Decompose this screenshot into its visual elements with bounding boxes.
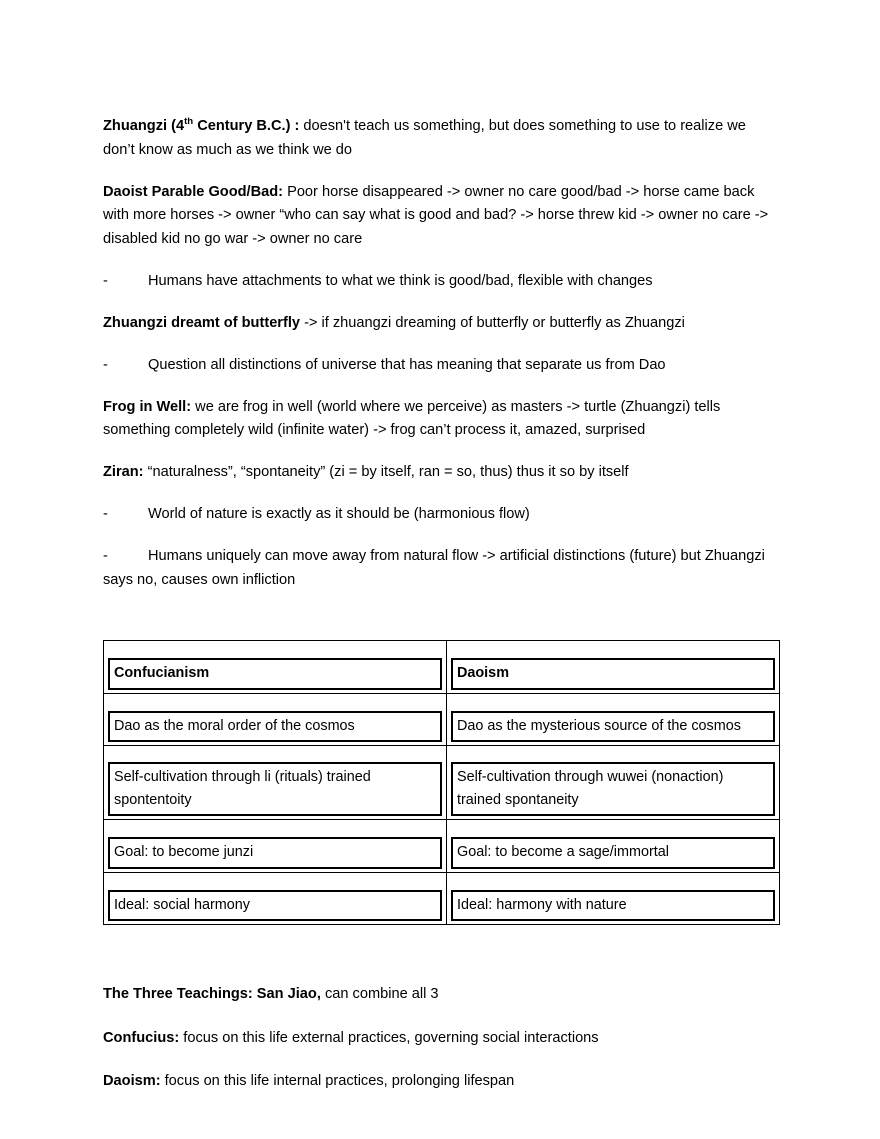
ordinal-suffix: th [184, 116, 194, 128]
paragraph-frog-in-well [103, 396, 777, 443]
table-cell-daoism-dao [447, 693, 780, 746]
table-row-headers [104, 641, 780, 694]
table-cell-confucianism-dao [104, 693, 447, 746]
cell-box-text: Ideal: social harmony [108, 890, 442, 922]
closing-section [103, 983, 777, 1094]
paragraph-daoism-closing [103, 1070, 777, 1094]
paragraph-body-frog-in-well: we are frog in well (world where we perceive) as masters -> turtle (Zhuangzi) tells something completely wild (infinite water) -> frog can’t process it, amazed, surprised [103, 398, 721, 438]
bullet-marker: - [103, 548, 108, 564]
table-cell-daoism-goal [447, 820, 780, 873]
paragraph-lead-butterfly: Zhuangzi dreamt of butterfly [103, 314, 301, 331]
bullet-item-natural-flow [103, 545, 777, 592]
table-cell-confucianism-self-cultivation [104, 746, 447, 820]
paragraph-daoist-parable [103, 181, 777, 252]
bullet-marker: - [103, 272, 108, 289]
paragraph-zhuangzi-intro [103, 115, 777, 162]
paragraph-confucius [103, 1027, 777, 1051]
paragraph-body-butterfly: -> if zhuangzi dreaming of butterfly or butterfly as Zhuangzi [300, 314, 685, 331]
paragraph-lead-confucius: Confucius: [103, 1029, 180, 1046]
paragraph-body-ziran: “naturalness”, “spontaneity” (zi = by itself, ran = so, thus) thus it so by itself [143, 464, 629, 480]
table-cell-daoism-ideal [447, 872, 780, 925]
cell-box-daoism-header: Daoism [451, 658, 775, 690]
paragraph-ziran [103, 461, 777, 485]
paragraph-three-teachings [103, 983, 777, 1007]
bullet-marker: - [103, 356, 108, 373]
bullet-text: Question all distinctions of universe that has meaning that separate us from Dao [148, 356, 666, 373]
table-cell-header-daoism [447, 641, 780, 694]
table-row [104, 872, 780, 925]
paragraph-butterfly [103, 312, 777, 336]
cell-box-text: Ideal: harmony with nature [451, 890, 775, 922]
bullet-item-attachments [103, 270, 777, 294]
paragraph-lead-frog-in-well: Frog in Well: [103, 398, 192, 415]
cell-box-text: Self-cultivation through wuwei (nonaction) trained spontaneity [451, 762, 775, 816]
bullet-item-world-of-nature [103, 503, 777, 527]
paragraph-lead-zhuangzi-intro [103, 118, 299, 134]
bullet-text: Humans uniquely can move away from natural flow -> artificial distinctions (future) but Zhuangzi says no, causes own infliction [103, 548, 765, 588]
paragraph-lead-daoist-parable: Daoist Parable Good/Bad: [103, 183, 284, 200]
table-row [104, 746, 780, 820]
paragraph-lead-ziran: Ziran: [103, 464, 144, 480]
paragraph-lead-three-teachings: The Three Teachings: San Jiao, [103, 986, 321, 1002]
bullet-marker: - [103, 506, 108, 522]
paragraph-body-three-teachings: can combine all 3 [320, 986, 439, 1002]
paragraph-lead-daoism-closing: Daoism: [103, 1073, 161, 1089]
cell-box-text: Dao as the moral order of the cosmos [108, 711, 442, 743]
paragraph-body-zhuangzi-intro: doesn't teach us something, but does something to use to realize we don’t know as much as we think we do [103, 118, 746, 158]
bullet-text: World of nature is exactly as it should be (harmonious flow) [148, 506, 530, 522]
cell-box-confucianism-header: Confucianism [108, 658, 442, 690]
paragraph-body-daoism-closing: focus on this life internal practices, prolonging lifespan [160, 1073, 515, 1089]
cell-box-text: Goal: to become a sage/immortal [451, 837, 775, 869]
bullet-item-distinctions [103, 354, 777, 378]
cell-box-text: Dao as the mysterious source of the cosmos [451, 711, 775, 743]
lead-text-part2: Century B.C.) : [193, 118, 300, 134]
table-row [104, 693, 780, 746]
table-cell-confucianism-ideal [104, 872, 447, 925]
paragraph-body-daoist-parable: Poor horse disappeared -> owner no care good/bad -> horse came back with more horses -> owner “who can say what is good and bad? -> horse threw kid -> owner no care -> disabled kid no go war -> owner no care [103, 183, 769, 247]
table-cell-header-confucianism [104, 641, 447, 694]
confucianism-daoism-comparison-table [103, 640, 780, 925]
cell-box-text: Goal: to become junzi [108, 837, 442, 869]
bullet-text: Humans have attachments to what we think is good/bad, flexible with changes [148, 272, 653, 289]
paragraph-body-confucius: focus on this life external practices, governing social interactions [179, 1029, 599, 1046]
table-cell-confucianism-goal [104, 820, 447, 873]
table-row [104, 820, 780, 873]
comparison-table-container [103, 640, 779, 925]
lead-text-part1: Zhuangzi (4 [103, 118, 185, 134]
table-cell-daoism-self-cultivation [447, 746, 780, 820]
cell-box-text: Self-cultivation through li (rituals) trained spontentoity [108, 762, 442, 816]
